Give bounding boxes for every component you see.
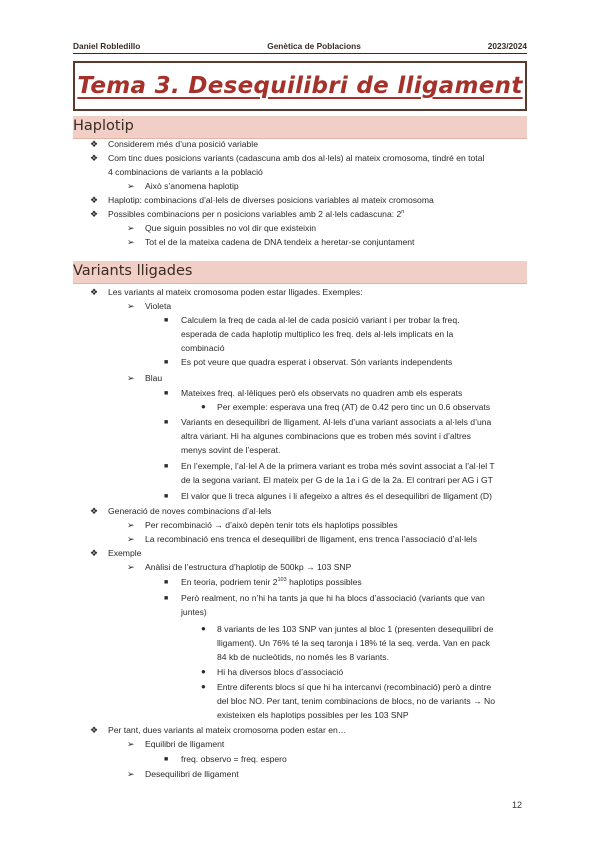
dot-bullet-icon: ● <box>201 402 206 411</box>
list-item: Tot el de la mateixa cadena de DNA tendeix a heretar-se conjuntament <box>145 237 415 247</box>
list-item: Això s’anomena haplotip <box>145 181 239 191</box>
dot-bullet-icon: ● <box>201 667 206 676</box>
page-title: Tema 3. Desequilibri de lligament <box>77 73 523 99</box>
list-item: freq. observo = freq. espero <box>181 754 287 764</box>
header-author: Daniel Robledillo <box>73 41 141 51</box>
dot-bullet-icon: ● <box>201 682 206 691</box>
arrow-bullet-icon: ➢ <box>127 562 135 572</box>
arrow-bullet-icon: ➢ <box>127 301 135 311</box>
superscript: 103 <box>277 577 287 584</box>
arrow-bullet-icon: ➢ <box>127 520 135 530</box>
list-item: 8 variants de les 103 SNP van juntes al bloc 1 (presenten desequilibri de <box>217 624 494 634</box>
list-item: Per recombinació → d’això depèn tenir tots els haplotips possibles <box>145 520 398 530</box>
page-header <box>73 33 527 54</box>
list-item-continuation: del bloc NO. Per tant, tenim combinacions de blocs, no de variants → No <box>217 696 496 706</box>
list-item-continuation: lligament). Un 76% té la seq taronja i 18% té la seq. verda. Van en pack <box>217 638 491 648</box>
list-item-continuation: 84 kb de nucleòtids, no només les 8 variants. <box>217 652 389 662</box>
square-bullet-icon: ■ <box>164 359 169 366</box>
list-item-text: Possibles combinacions per n posicions variables amb 2 al·lels cadascuna: 2 <box>108 209 402 219</box>
square-bullet-icon: ■ <box>164 419 169 426</box>
arrow-bullet-icon: ➢ <box>127 534 135 544</box>
list-item: Les variants al mateix cromosoma poden estar lligades. Exemples: <box>108 287 363 297</box>
square-bullet-icon: ■ <box>164 595 169 602</box>
list-item-continuation: altra variant. Hi ha algunes combinacions que es troben més sovint i d’altres <box>181 431 471 441</box>
list-item: En l’exemple, l’al·lel A de la primera variant es troba més sovint associat a l’al·lel T <box>181 461 495 471</box>
diamond-bullet-icon: ❖ <box>90 287 99 297</box>
diamond-bullet-icon: ❖ <box>90 209 99 219</box>
list-item: Però realment, no n’hi ha tants ja que hi ha blocs d’associació (variants que van <box>181 593 485 603</box>
list-item: Generació de noves combinacions d’al·lels <box>108 506 272 516</box>
diamond-bullet-icon: ❖ <box>90 506 99 516</box>
arrow-bullet-icon: ➢ <box>127 373 135 383</box>
arrow-bullet-icon: ➢ <box>127 181 135 191</box>
list-item: Per exemple: esperava una freq (AT) de 0.42 pero tinc un 0.6 observats <box>217 402 491 412</box>
list-item <box>108 207 404 221</box>
square-bullet-icon: ■ <box>164 493 169 500</box>
list-item: Variants en desequilibri de lligament. Al·lels d’una variant associats a al·lels d’una <box>181 417 492 427</box>
dot-bullet-icon: ● <box>201 624 206 633</box>
section-title-haplotip: Haplotip <box>73 118 134 134</box>
list-item-continuation: menys sovint de l’esperat. <box>181 445 281 455</box>
square-bullet-icon: ■ <box>164 463 169 470</box>
list-item: Blau <box>145 373 163 383</box>
list-item-continuation: esperada de cada haplotip multiplico les freq. dels al·lels implicats en la <box>181 329 454 339</box>
diamond-bullet-icon: ❖ <box>90 725 99 735</box>
list-item-continuation: 4 combinacions de variants a la població <box>108 167 263 177</box>
title-box <box>73 61 527 111</box>
list-item-text: haplotips possibles <box>286 577 362 587</box>
list-item: Violeta <box>145 301 172 311</box>
page-number: 12 <box>511 800 522 810</box>
square-bullet-icon: ■ <box>164 579 169 586</box>
header-subject: Genètica de Poblacions <box>267 41 361 51</box>
list-item: Mateixes freq. al·lèliques però els observats no quadren amb els esperats <box>181 388 463 398</box>
square-bullet-icon: ■ <box>164 317 169 324</box>
section-bar-haplotip <box>73 116 527 139</box>
square-bullet-icon: ■ <box>164 390 169 397</box>
list-item: Hi ha diversos blocs d’associació <box>217 667 344 677</box>
list-item: Es pot veure que quadra esperat i observat. Són variants independents <box>181 357 453 367</box>
list-item-continuation: juntes) <box>181 607 207 617</box>
header-year: 2023/2024 <box>487 41 527 51</box>
diamond-bullet-icon: ❖ <box>90 153 99 163</box>
list-item: Calculem la freq de cada al·lel de cada posició variant i per trobar la freq. <box>181 315 460 325</box>
arrow-bullet-icon: ➢ <box>127 739 135 749</box>
list-item: Exemple <box>108 548 142 558</box>
list-item: Equilibri de lligament <box>145 739 225 749</box>
list-item-continuation: de la segona variant. El mateix per G de la 1a i G de la 2a. El contrari per AG i GT <box>181 475 493 485</box>
arrow-bullet-icon: ➢ <box>127 769 135 779</box>
section-title-variants: Variants lligades <box>73 263 193 279</box>
list-item: Per tant, dues variants al mateix cromosoma poden estar en… <box>108 725 347 735</box>
arrow-bullet-icon: ➢ <box>127 223 135 233</box>
list-item: Com tinc dues posicions variants (cadascuna amb dos al·lels) al mateix cromosoma, tindré en total <box>108 153 485 163</box>
list-item: Desequilibri de lligament <box>145 769 239 779</box>
diamond-bullet-icon: ❖ <box>90 195 99 205</box>
diamond-bullet-icon: ❖ <box>90 139 99 149</box>
list-item-continuation: existeixen els haplotips possibles per les 103 SNP <box>217 710 409 720</box>
list-item <box>181 575 362 589</box>
list-item: La recombinació ens trenca el desequilibri de lligament, ens trenca l’associació d’al·lels <box>145 534 477 544</box>
list-item: El valor que li treca algunes i li afegeixo a altres és el desequilibri de lligament (D) <box>181 491 492 501</box>
square-bullet-icon: ■ <box>164 756 169 763</box>
list-item: Que siguin possibles no vol dir que existeixin <box>145 223 317 233</box>
list-item: Haplotip: combinacions d’al·lels de diverses posicions variables al mateix cromosoma <box>108 195 434 205</box>
list-item-text: En teoria, podriem tenir 2 <box>181 577 278 587</box>
arrow-bullet-icon: ➢ <box>127 237 135 247</box>
superscript: n <box>401 209 405 216</box>
list-item: Entre diferents blocs sí que hi ha intercanvi (recombinació) però a dintre <box>217 682 492 692</box>
list-item: Considerem més d’una posició variable <box>108 139 258 149</box>
list-item-continuation: combinació <box>181 343 225 353</box>
list-item: Anàlisi de l’estructura d’haplotip de 500kp → 103 SNP <box>145 562 352 572</box>
diamond-bullet-icon: ❖ <box>90 548 99 558</box>
